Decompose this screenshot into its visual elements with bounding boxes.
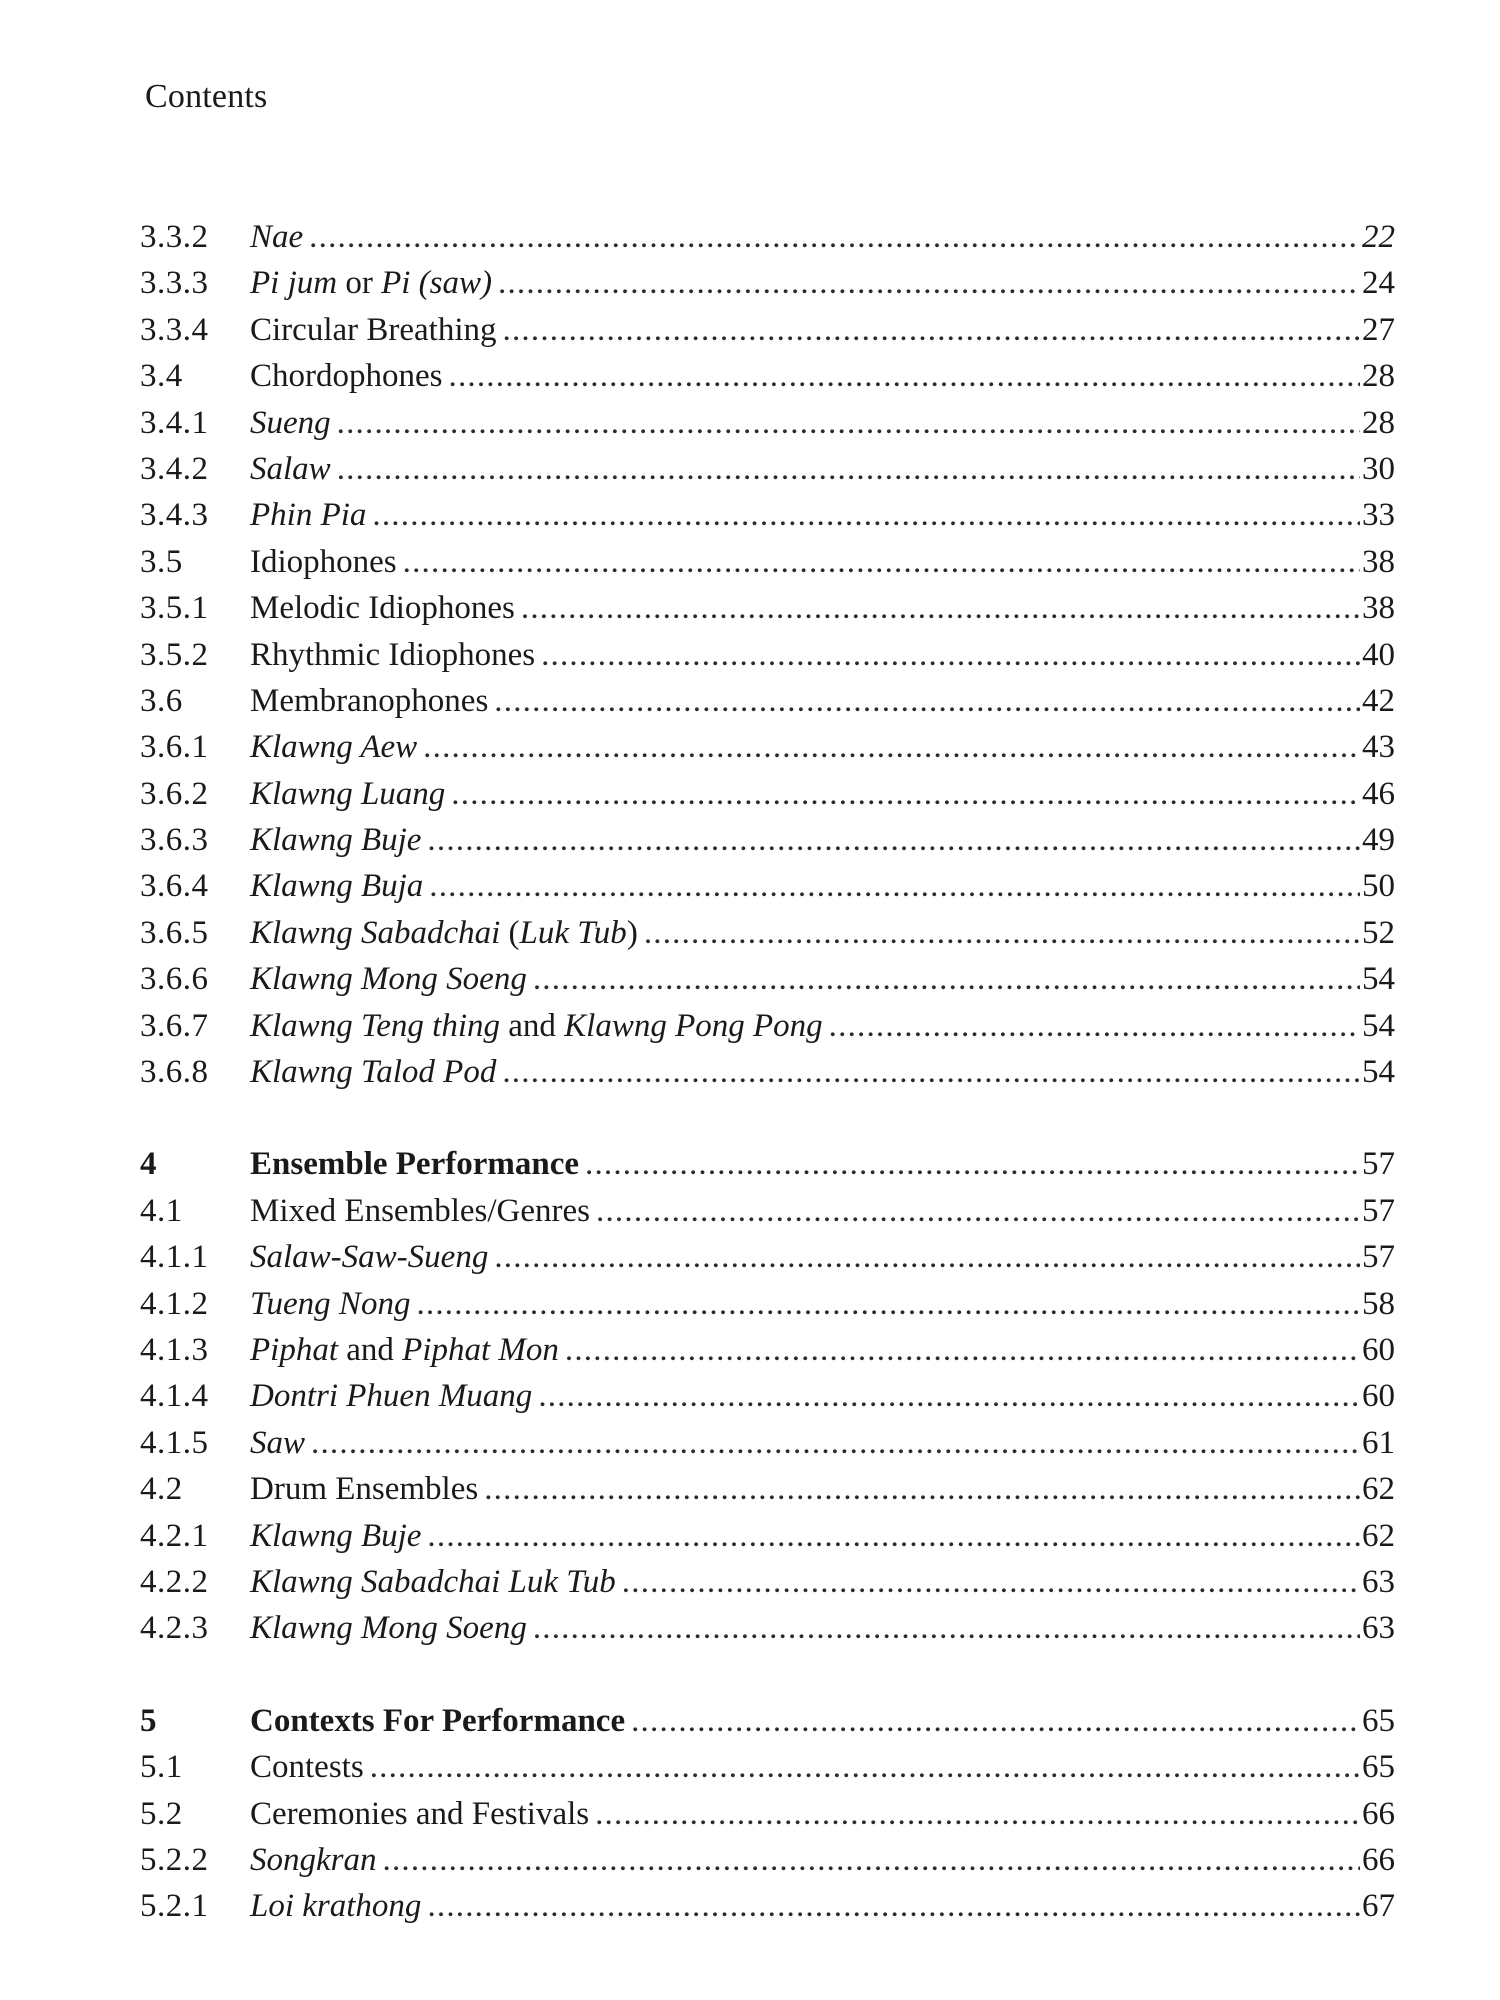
- toc-entry-title-part: Drum Ensembles: [250, 1471, 479, 1508]
- dot-leader: [427, 817, 1360, 863]
- toc-entry-title-part: Salaw: [250, 450, 331, 487]
- dot-leader: [498, 260, 1360, 306]
- toc-entry[interactable]: [140, 678, 1395, 724]
- toc-entry[interactable]: [140, 539, 1395, 585]
- toc-entry-page-number: 66: [1362, 1795, 1395, 1832]
- toc-entry[interactable]: [140, 1188, 1395, 1234]
- toc-entry-title-part: and: [338, 1331, 403, 1368]
- toc-entry-number: 3.6.5: [140, 914, 209, 951]
- toc-entry-title-part: Contests: [250, 1749, 364, 1786]
- dot-leader: [533, 1605, 1360, 1651]
- toc-entry-page-number: 38: [1362, 590, 1395, 627]
- toc-entry-number: 3.6.4: [140, 868, 209, 905]
- toc-entry-page-number: 63: [1362, 1563, 1395, 1600]
- toc-entry[interactable]: [140, 1141, 1395, 1187]
- toc-entry-title: [250, 307, 497, 353]
- dot-leader: [372, 492, 1360, 538]
- toc-entry-number: 3.6.7: [140, 1007, 209, 1044]
- toc-entry-title: [250, 1003, 823, 1049]
- toc-entry-number: 4.2: [140, 1471, 183, 1508]
- dot-leader: [429, 863, 1360, 909]
- toc-entry-title-part: Nae: [250, 219, 304, 255]
- toc-entry-title-part: Piphat Mon: [402, 1331, 559, 1368]
- dot-leader: [521, 585, 1360, 631]
- toc-entry-number: 4.1.3: [140, 1331, 209, 1368]
- toc-entry-title-part: Rhythmic Idiophones: [250, 636, 536, 673]
- toc-entry-page-number: 43: [1362, 729, 1395, 766]
- dot-leader: [337, 400, 1360, 446]
- toc-entry-number: 3.5: [140, 543, 183, 580]
- dot-leader: [538, 1373, 1360, 1419]
- toc-entry-page-number: 46: [1362, 775, 1395, 812]
- toc-entry-title: [250, 214, 303, 260]
- toc-entry-title-part: Klawng Mong Soeng: [250, 961, 527, 998]
- toc-entry-number: 5.2.1: [140, 1888, 209, 1925]
- toc-entry-page-number: 30: [1362, 450, 1395, 487]
- toc-entry-title: [250, 724, 417, 770]
- dot-leader: [622, 1559, 1360, 1605]
- toc-entry-page-number: 28: [1362, 358, 1395, 395]
- toc-entry[interactable]: [140, 1513, 1395, 1559]
- toc-entry-title-part: Contexts For Performance: [250, 1702, 626, 1739]
- dot-leader: [502, 1049, 1360, 1095]
- toc-entry-number: 3.5.1: [140, 590, 209, 627]
- toc-entry-number: 4.1.1: [140, 1239, 209, 1276]
- toc-entry-title-part: Klawng Mong Soeng: [250, 1610, 527, 1647]
- toc-entry-number: 5: [140, 1702, 157, 1739]
- running-head-title: Contents: [145, 78, 268, 115]
- toc-entry[interactable]: [140, 1559, 1395, 1605]
- toc-entry-title: [250, 1420, 305, 1466]
- toc-entry-title-part: Pi jum: [250, 265, 338, 302]
- dot-leader: [565, 1327, 1360, 1373]
- dot-leader: [427, 1883, 1360, 1929]
- toc-entry-title: [250, 1744, 364, 1790]
- dot-leader: [309, 214, 1360, 260]
- toc-entry[interactable]: [140, 632, 1395, 678]
- toc-entry-number: 3.4.2: [140, 450, 209, 487]
- toc-entry-title-part: Membranophones: [250, 682, 489, 719]
- toc-entry-number: 5.1: [140, 1749, 183, 1786]
- toc-entry-title-part: Luk Tub: [519, 914, 627, 951]
- toc-entry[interactable]: [140, 956, 1395, 1002]
- toc-entry[interactable]: [140, 353, 1395, 399]
- toc-entry-title-part: Klawng Luang: [250, 775, 446, 812]
- toc-entry[interactable]: [140, 1420, 1395, 1466]
- toc-entry-number: 4: [140, 1146, 157, 1183]
- toc-entry-title-part: ): [626, 914, 638, 951]
- toc-entry-title-part: Klawng Buja: [250, 868, 424, 905]
- toc-entry-title-part: Salaw-Saw-Sueng: [250, 1239, 489, 1276]
- toc-entry-title: [250, 446, 331, 492]
- toc-entry-number: 3.3.3: [140, 265, 209, 302]
- dot-leader: [311, 1420, 1360, 1466]
- toc-entry-title: [250, 863, 423, 909]
- toc-entry-title-part: Phin Pia: [250, 497, 367, 534]
- toc-entry-page-number: 38: [1362, 543, 1395, 580]
- toc-entry[interactable]: [140, 214, 1395, 260]
- toc-entry[interactable]: [140, 724, 1395, 770]
- toc-entry-title: [250, 585, 515, 631]
- toc-entry-title-part: Klawng Talod Pod: [250, 1054, 497, 1091]
- toc-entry-number: 3.6.1: [140, 729, 209, 766]
- toc-entry-title: [250, 910, 638, 956]
- toc-entry[interactable]: [140, 863, 1395, 909]
- toc-entry-number: 4.2.2: [140, 1563, 209, 1600]
- toc-entry-page-number: 28: [1362, 404, 1395, 441]
- toc-entry-number: 4.1: [140, 1192, 183, 1229]
- toc-entry-page-number: 49: [1362, 822, 1395, 859]
- toc-entry-title-part: Chordophones: [250, 358, 443, 395]
- toc-entry-page-number: 60: [1362, 1378, 1395, 1415]
- toc-entry-title: [250, 353, 443, 399]
- toc-entry-title: [250, 400, 331, 446]
- toc-entry-title: [250, 1327, 559, 1373]
- toc-entry-page-number: 24: [1362, 265, 1395, 302]
- toc-entry-title-part: Klawng Teng thing: [250, 1007, 500, 1044]
- toc-entry-title-part: Mixed Ensembles/Genres: [250, 1192, 591, 1229]
- toc-entry-number: 5.2: [140, 1795, 183, 1832]
- toc-entry-title-part: Loi krathong: [250, 1888, 422, 1925]
- toc-entry-page-number: 54: [1362, 961, 1395, 998]
- toc-entry-page-number: 65: [1362, 1749, 1395, 1786]
- toc-entry-number: 3.4: [140, 358, 183, 395]
- toc-entry-number: 3.4.1: [140, 404, 209, 441]
- toc-entry-title-part: and: [500, 1007, 565, 1044]
- toc-entry[interactable]: [140, 1373, 1395, 1419]
- toc-entry-page-number: 42: [1362, 682, 1395, 719]
- dot-leader: [494, 678, 1360, 724]
- dot-leader: [533, 956, 1360, 1002]
- toc-entry-title-part: Circular Breathing: [250, 311, 497, 348]
- dot-leader: [451, 771, 1360, 817]
- toc-entry-title: [250, 1513, 421, 1559]
- toc-entry[interactable]: [140, 1327, 1395, 1373]
- toc-entry[interactable]: [140, 1281, 1395, 1327]
- toc-entry-page-number: 27: [1362, 311, 1395, 348]
- toc-entry-page-number: 54: [1362, 1007, 1395, 1044]
- toc-entry-page-number: 22: [1362, 219, 1395, 255]
- dot-leader: [449, 353, 1361, 399]
- toc-entry-title: [250, 1234, 488, 1280]
- toc-entry-number: 3.6.2: [140, 775, 209, 812]
- toc-entry[interactable]: [140, 1466, 1395, 1512]
- toc-entry[interactable]: [140, 585, 1395, 631]
- dot-leader: [370, 1744, 1360, 1790]
- dot-leader: [541, 632, 1360, 678]
- toc-entry-number: 4.1.5: [140, 1424, 209, 1461]
- toc-entry-number: 3.6.3: [140, 822, 209, 859]
- toc-entry-title: [250, 1373, 532, 1419]
- toc-entry-page-number: 63: [1362, 1610, 1395, 1647]
- dot-leader: [383, 1837, 1361, 1883]
- dot-leader: [484, 1466, 1360, 1512]
- toc-entry-page-number: 62: [1362, 1471, 1395, 1508]
- toc-entry[interactable]: [140, 1883, 1395, 1929]
- toc-entry-title: [250, 956, 527, 1002]
- toc-entry-title: [250, 632, 535, 678]
- toc-entry-title-part: Klawng Aew: [250, 729, 418, 766]
- toc-entry[interactable]: [140, 1605, 1395, 1651]
- dot-leader: [423, 724, 1360, 770]
- toc-entry-title-part: Klawng Pong Pong: [564, 1007, 823, 1044]
- toc-entry-title: [250, 492, 366, 538]
- toc-entry[interactable]: [140, 1698, 1395, 1744]
- toc-entry-title: [250, 1466, 478, 1512]
- toc-entry-number: 3.4.3: [140, 497, 209, 534]
- dot-leader: [644, 910, 1360, 956]
- toc-entry-title: [250, 1883, 421, 1929]
- toc-entry[interactable]: [140, 307, 1395, 353]
- toc-entry-title: [250, 260, 492, 306]
- toc-entry-page-number: 61: [1362, 1424, 1395, 1461]
- toc-entry-title-part: Klawng Sabadchai Luk Tub: [250, 1563, 616, 1600]
- toc-entry-number: 5.2.2: [140, 1841, 209, 1878]
- toc-entry-number: 4.2.3: [140, 1610, 209, 1647]
- toc-entry-title: [250, 1791, 589, 1837]
- dot-leader: [337, 446, 1360, 492]
- dot-leader: [416, 1281, 1360, 1327]
- dot-leader: [829, 1003, 1360, 1049]
- dot-leader: [403, 539, 1360, 585]
- toc-entry-title-part: Ceremonies and Festivals: [250, 1795, 590, 1832]
- dot-leader: [494, 1234, 1360, 1280]
- toc-entry-title-part: or: [337, 265, 382, 302]
- dot-leader: [503, 307, 1360, 353]
- toc-entry-page-number: 58: [1362, 1285, 1395, 1322]
- toc-entry-title-part: Piphat: [250, 1331, 338, 1368]
- toc-entry-page-number: 57: [1362, 1146, 1395, 1183]
- toc-entry[interactable]: [140, 817, 1395, 863]
- toc-entry-title-part: Tueng Nong: [250, 1285, 411, 1322]
- dot-leader: [631, 1698, 1360, 1744]
- toc-entry[interactable]: [140, 1049, 1395, 1095]
- toc-entry-title: [250, 1281, 410, 1327]
- toc-entry-title: [250, 1698, 625, 1744]
- dot-leader: [427, 1513, 1360, 1559]
- toc-entry[interactable]: [140, 910, 1395, 956]
- toc-entry-page-number: 40: [1362, 636, 1395, 673]
- toc-entry-title-part: Klawng Buje: [250, 1517, 422, 1554]
- toc-entry[interactable]: [140, 1837, 1395, 1883]
- toc-entry-page-number: 65: [1362, 1702, 1395, 1739]
- toc-entry-title-part: Pi (saw): [381, 265, 492, 302]
- toc-entry[interactable]: [140, 1791, 1395, 1837]
- toc-entry-title: [250, 1559, 616, 1605]
- toc-entry[interactable]: [140, 1234, 1395, 1280]
- toc-entry-title: [250, 678, 488, 724]
- toc-entry-page-number: 54: [1362, 1054, 1395, 1091]
- toc-entry-title-part: Klawng Sabadchai: [250, 914, 501, 951]
- toc-entry-page-number: 62: [1362, 1517, 1395, 1554]
- toc-entry[interactable]: [140, 400, 1395, 446]
- toc-entry-title: [250, 771, 445, 817]
- dot-leader: [596, 1188, 1360, 1234]
- toc-entry-page-number: 66: [1362, 1841, 1395, 1878]
- toc-entry-page-number: 33: [1362, 497, 1395, 534]
- toc-entry-number: 3.6: [140, 682, 183, 719]
- toc-entry-title: [250, 1188, 590, 1234]
- toc-entry-number: 4.2.1: [140, 1517, 209, 1554]
- toc-entry-number: 3.3.2: [140, 219, 209, 255]
- table-of-contents: [140, 214, 1395, 1930]
- toc-entry-number: 3.6.6: [140, 961, 209, 998]
- toc-entry-title-part: Songkran: [250, 1841, 377, 1878]
- toc-entry-number: 4.1.4: [140, 1378, 209, 1415]
- toc-entry-page-number: 60: [1362, 1331, 1395, 1368]
- toc-entry[interactable]: [140, 1744, 1395, 1790]
- dot-leader: [585, 1141, 1360, 1187]
- toc-entry-title: [250, 1605, 527, 1651]
- toc-entry-number: 3.3.4: [140, 311, 209, 348]
- toc-entry-title-part: Klawng Buje: [250, 822, 422, 859]
- toc-entry[interactable]: [140, 260, 1395, 306]
- toc-entry-page-number: 57: [1362, 1192, 1395, 1229]
- toc-entry-page-number: 67: [1362, 1888, 1395, 1925]
- toc-entry-page-number: 50: [1362, 868, 1395, 905]
- toc-entry[interactable]: [140, 446, 1395, 492]
- toc-entry-page-number: 52: [1362, 914, 1395, 951]
- toc-entry-title-part: (: [500, 914, 520, 951]
- toc-entry[interactable]: [140, 1003, 1395, 1049]
- toc-entry-number: 3.6.8: [140, 1054, 209, 1091]
- toc-entry-title: [250, 817, 421, 863]
- toc-entry-title: [250, 1049, 496, 1095]
- toc-entry-title-part: Sueng: [250, 404, 331, 441]
- toc-entry-title-part: Ensemble Performance: [250, 1146, 579, 1183]
- toc-entry-title: [250, 1141, 579, 1187]
- toc-entry[interactable]: [140, 492, 1395, 538]
- toc-entry-title-part: Melodic Idiophones: [250, 590, 515, 627]
- toc-entry-title-part: Saw: [250, 1424, 306, 1461]
- toc-entry-number: 3.5.2: [140, 636, 209, 673]
- toc-entry-title-part: Dontri Phuen Muang: [250, 1378, 533, 1415]
- dot-leader: [595, 1791, 1360, 1837]
- toc-entry-number: 4.1.2: [140, 1285, 209, 1322]
- toc-entry-title: [250, 1837, 377, 1883]
- toc-entry[interactable]: [140, 771, 1395, 817]
- toc-entry-page-number: 57: [1362, 1239, 1395, 1276]
- toc-entry-title-part: Idiophones: [250, 543, 397, 580]
- toc-entry-title: [250, 539, 397, 585]
